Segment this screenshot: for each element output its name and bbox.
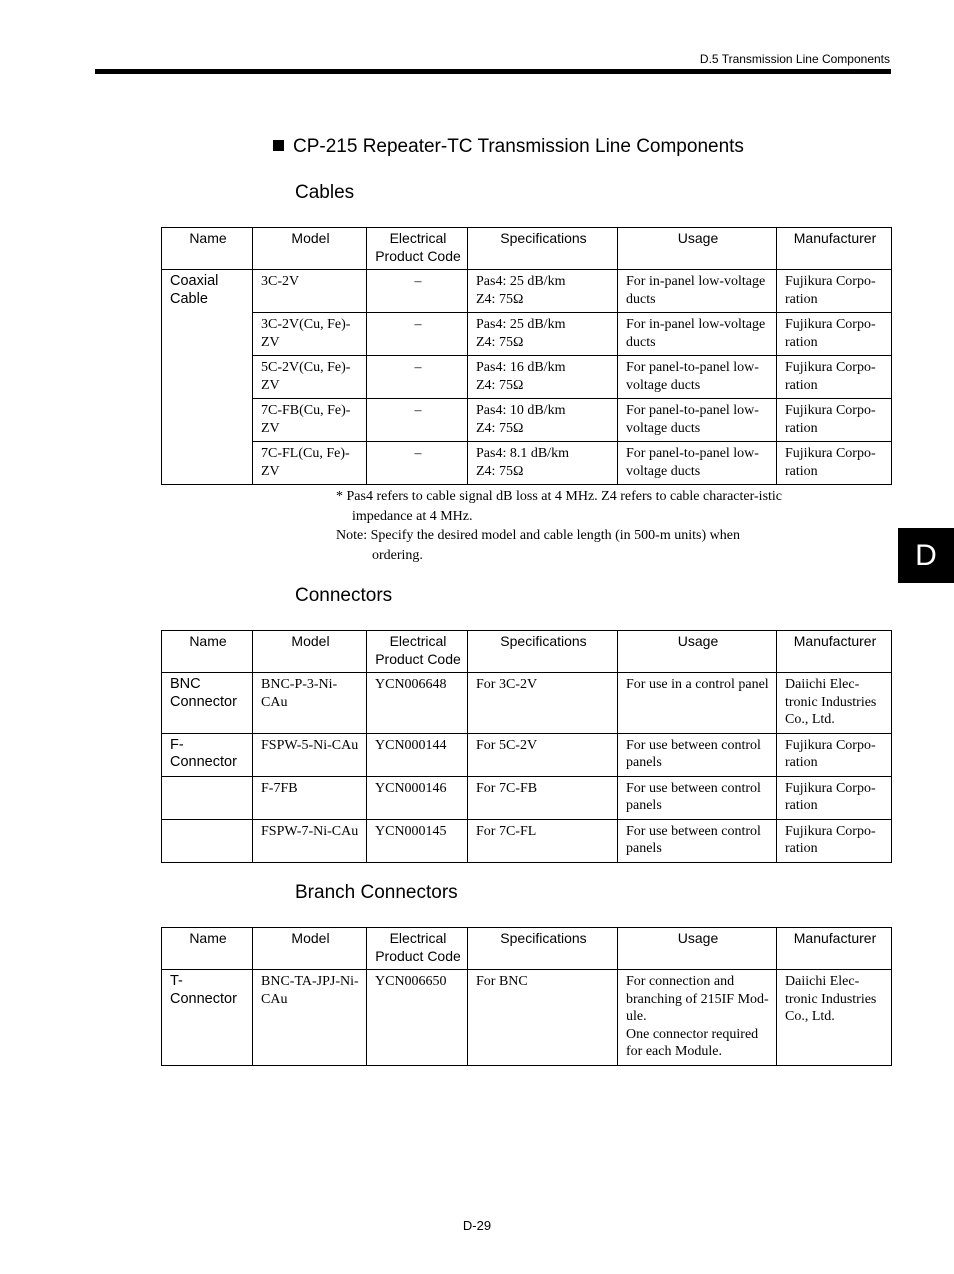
cables-notes [336, 487, 786, 565]
table-row [162, 313, 892, 356]
cell-usage: For in-panel low-voltage ducts [618, 313, 777, 356]
cell-usage: For panel-to-panel low- voltage ducts [618, 399, 777, 442]
cell-specifications: Pas4: 10 dB/km Z4: 75Ω [468, 399, 618, 442]
cell-model: F-7FB [253, 776, 367, 819]
cell-usage: For panel-to-panel low- voltage ducts [618, 442, 777, 485]
cell-specifications: For 5C-2V [468, 733, 618, 776]
cell-name: BNC Connector [162, 673, 253, 734]
cell-manufacturer: Daiichi Elec- tronic Industries Co., Ltd. [777, 673, 892, 734]
cell-code: – [367, 313, 468, 356]
cell-model: FSPW-5-Ni-CAu [253, 733, 367, 776]
cell-manufacturer: Fujikura Corpo- ration [777, 399, 892, 442]
column-header-model: Model [253, 928, 367, 970]
cell-model: 7C-FB(Cu, Fe)- ZV [253, 399, 367, 442]
cell-specifications: Pas4: 25 dB/km Z4: 75Ω [468, 270, 618, 313]
table-header-row [162, 228, 892, 270]
cell-name [162, 776, 253, 819]
table-row [162, 819, 892, 862]
table-row [162, 399, 892, 442]
ordering-note: Note: Specify the desired model and cable length (in 500-m units) when ordering. [336, 528, 740, 563]
cell-usage: For use in a control panel [618, 673, 777, 734]
cell-manufacturer: Fujikura Corpo- ration [777, 819, 892, 862]
column-header-usage: Usage [618, 631, 777, 673]
column-header-specifications: Specifications [468, 928, 618, 970]
cell-usage: For panel-to-panel low- voltage ducts [618, 356, 777, 399]
cell-manufacturer: Daiichi Elec- tronic Industries Co., Ltd. [777, 970, 892, 1066]
column-header-specifications: Specifications [468, 228, 618, 270]
table-row [162, 776, 892, 819]
cell-manufacturer: Fujikura Corpo- ration [777, 776, 892, 819]
column-header-specifications: Specifications [468, 631, 618, 673]
branch-connectors-table-body [162, 970, 892, 1066]
cell-name: F- Connector [162, 733, 253, 776]
cell-model: 3C-2V [253, 270, 367, 313]
column-header-code: Electrical Product Code [367, 928, 468, 970]
cell-specifications: Pas4: 25 dB/km Z4: 75Ω [468, 313, 618, 356]
connectors-table [161, 630, 892, 863]
cell-code: – [367, 270, 468, 313]
appendix-tab: D [898, 528, 954, 583]
cell-model: 7C-FL(Cu, Fe)- ZV [253, 442, 367, 485]
connectors-title: Connectors [295, 585, 393, 606]
cell-specifications: Pas4: 16 dB/km Z4: 75Ω [468, 356, 618, 399]
cell-manufacturer: Fujikura Corpo- ration [777, 733, 892, 776]
branch-connectors-table [161, 927, 892, 1066]
cell-code: – [367, 442, 468, 485]
cell-model: BNC-TA-JPJ-Ni- CAu [253, 970, 367, 1066]
footnote: * Pas4 refers to cable signal dB loss at 4 MHz. Z4 refers to cable character-istic impedance at 4 MHz. [336, 489, 783, 524]
section-title [273, 136, 744, 158]
table-header-row [162, 928, 892, 970]
cell-model: 5C-2V(Cu, Fe)- ZV [253, 356, 367, 399]
cables-table [161, 227, 892, 485]
square-bullet-icon [273, 140, 284, 151]
cell-manufacturer: Fujikura Corpo- ration [777, 270, 892, 313]
table-row [162, 442, 892, 485]
table-row [162, 733, 892, 776]
cables-table-body [162, 270, 892, 485]
cell-specifications: For 7C-FB [468, 776, 618, 819]
cables-title: Cables [295, 182, 355, 203]
cell-name: Coaxial Cable [162, 270, 253, 485]
cell-usage: For in-panel low-voltage ducts [618, 270, 777, 313]
cell-code: YCN000145 [367, 819, 468, 862]
column-header-manufacturer: Manufacturer [777, 928, 892, 970]
column-header-model: Model [253, 228, 367, 270]
column-header-manufacturer: Manufacturer [777, 631, 892, 673]
column-header-name: Name [162, 928, 253, 970]
cell-code: YCN006648 [367, 673, 468, 734]
cell-specifications: Pas4: 8.1 dB/km Z4: 75Ω [468, 442, 618, 485]
cell-code: YCN006650 [367, 970, 468, 1066]
column-header-code: Electrical Product Code [367, 631, 468, 673]
cell-name: T-Connector [162, 970, 253, 1066]
cell-model: FSPW-7-Ni-CAu [253, 819, 367, 862]
cell-usage: For use between control panels [618, 776, 777, 819]
page-number: D-29 [462, 1218, 492, 1233]
cell-manufacturer: Fujikura Corpo- ration [777, 356, 892, 399]
cell-specifications: For 7C-FL [468, 819, 618, 862]
cell-name [162, 819, 253, 862]
branch-connectors-title: Branch Connectors [295, 882, 458, 903]
cell-specifications: For BNC [468, 970, 618, 1066]
column-header-usage: Usage [618, 928, 777, 970]
cell-specifications: For 3C-2V [468, 673, 618, 734]
cell-usage: For connection and branching of 215IF Mod-ule. One connector required for each Module. [618, 970, 777, 1066]
cell-usage: For use between control panels [618, 733, 777, 776]
cell-code: – [367, 399, 468, 442]
cell-manufacturer: Fujikura Corpo- ration [777, 442, 892, 485]
cell-code: YCN000146 [367, 776, 468, 819]
column-header-code: Electrical Product Code [367, 228, 468, 270]
cell-usage: For use between control panels [618, 819, 777, 862]
cell-code: YCN000144 [367, 733, 468, 776]
cell-model: 3C-2V(Cu, Fe)- ZV [253, 313, 367, 356]
cell-model: BNC-P-3-Ni- CAu [253, 673, 367, 734]
column-header-name: Name [162, 631, 253, 673]
column-header-model: Model [253, 631, 367, 673]
table-row [162, 970, 892, 1066]
cell-code: – [367, 356, 468, 399]
connectors-table-body [162, 673, 892, 863]
header-rule [95, 69, 891, 74]
column-header-manufacturer: Manufacturer [777, 228, 892, 270]
table-row [162, 356, 892, 399]
section-title-text: CP-215 Repeater-TC Transmission Line Components [293, 136, 744, 157]
table-header-row [162, 631, 892, 673]
column-header-usage: Usage [618, 228, 777, 270]
cell-manufacturer: Fujikura Corpo- ration [777, 313, 892, 356]
table-row [162, 270, 892, 313]
column-header-name: Name [162, 228, 253, 270]
running-header: D.5 Transmission Line Components [699, 52, 890, 66]
table-row [162, 673, 892, 734]
